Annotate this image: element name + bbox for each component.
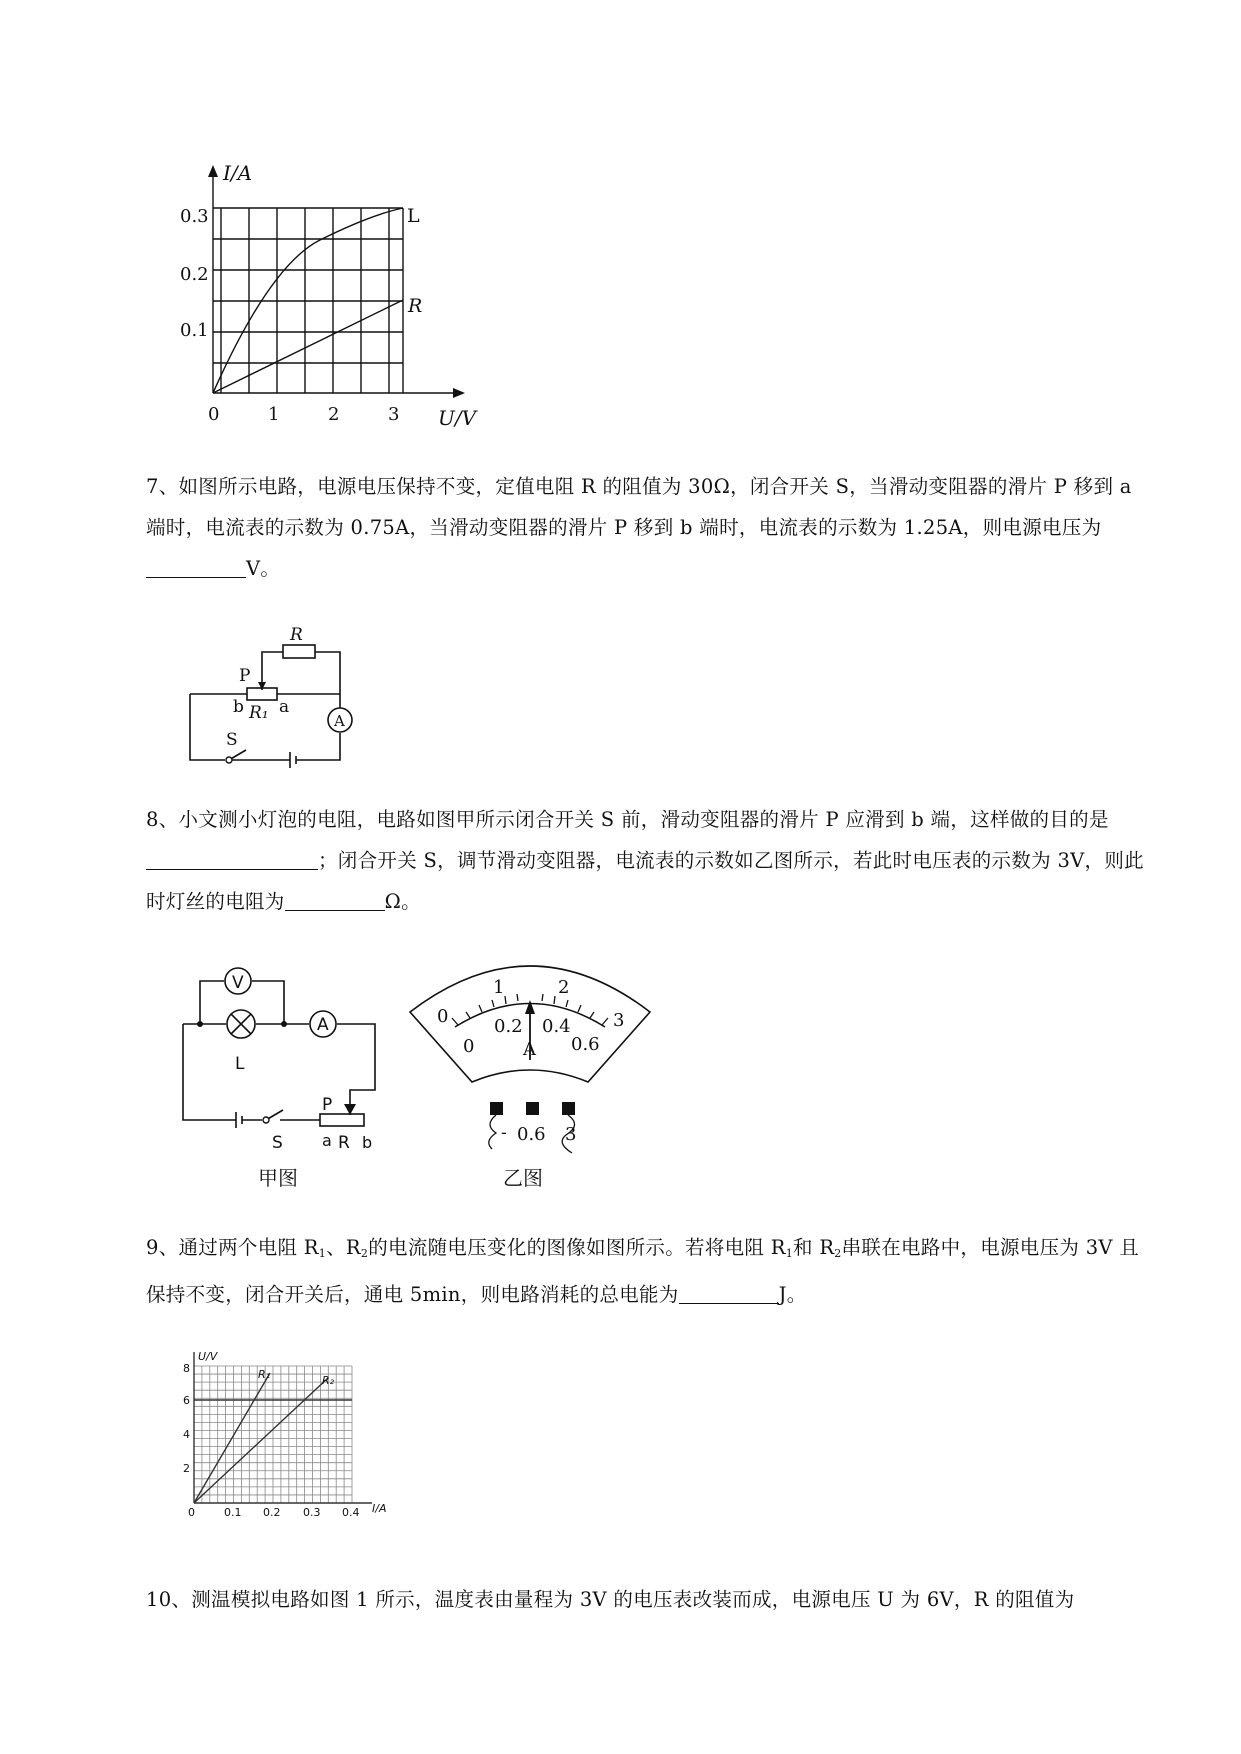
y-axis-label: I/A (223, 161, 253, 185)
dial-lower-1: 0.2 (494, 1016, 523, 1037)
terminal-a: a (322, 1131, 332, 1150)
dial-upper-1: 1 (493, 977, 505, 998)
y-tick: 8 (183, 1362, 190, 1375)
ammeter-label: A (334, 712, 345, 730)
line-label-r2: R₂ (322, 1374, 335, 1387)
dial-unit: A (523, 1039, 536, 1060)
y-tick: 4 (183, 1428, 190, 1441)
y-tick: 2 (183, 1462, 190, 1475)
label-R1: R₁ (249, 703, 269, 723)
curve-label-resistor: R (408, 295, 423, 317)
y-tick: 6 (183, 1394, 190, 1407)
label-b: b (233, 697, 244, 717)
question-9-text-b: 、R (326, 1236, 361, 1259)
question-10 (146, 1579, 1146, 1620)
y-tick: 0.1 (180, 320, 209, 341)
x-tick: 2 (328, 404, 340, 425)
figure-caption-yi: 乙图 (503, 1166, 543, 1190)
x-axis-label: I/A (372, 1502, 387, 1515)
voltmeter-label: V (232, 973, 244, 993)
question-8-text-a: 8、小文测小灯泡的电阻，电路如图甲所示闭合开关 S 前，滑动变阻器的滑片 P 应滑到 b 端，这样做的目的是 (146, 808, 1109, 831)
figure-caption-jia: 甲图 (258, 1166, 298, 1190)
y-tick: 0.3 (180, 206, 209, 227)
label-P: P (239, 666, 251, 686)
x-tick: 3 (388, 404, 400, 425)
x-tick: 0.2 (263, 1506, 281, 1519)
line-label-r1: R₁ (258, 1368, 271, 1381)
dial-lower-0: 0 (463, 1036, 475, 1057)
y-tick: 0.2 (180, 264, 209, 285)
question-8-unit: Ω。 (384, 890, 421, 913)
subscript: 2 (834, 1247, 842, 1260)
x-axis-label: U/V (438, 406, 477, 430)
question-7-unit: V。 (246, 557, 281, 580)
y-axis-label: U/V (198, 1350, 218, 1363)
x-tick: 0 (208, 404, 220, 425)
label-S: S (226, 730, 238, 750)
question-8-text-b: ；闭合开关 S，调节滑动变阻器，电流表的示数如乙图所示，若此时电压表的示数为 3V，则此时灯丝的电阻为 (146, 849, 1144, 913)
terminal-3: 3 (565, 1124, 577, 1145)
subscript: 1 (318, 1247, 327, 1260)
curve-label-lamp: L (407, 205, 420, 227)
label-R: R (290, 625, 303, 645)
x-tick: 0.1 (224, 1506, 242, 1519)
dial-lower-3: 0.6 (571, 1034, 600, 1055)
terminal-0.6: 0.6 (517, 1124, 546, 1145)
x-tick: 0 (188, 1506, 195, 1519)
switch-label: S (272, 1133, 283, 1153)
dial-lower-2: 0.4 (542, 1016, 571, 1037)
question-10-text: 10、测温模拟电路如图 1 所示，温度表由量程为 3V 的电压表改装而成，电源电压 U 为 6V，R 的阻值为 (146, 1588, 1075, 1611)
question-9-unit: J。 (778, 1283, 807, 1306)
question-9-text-d: 和 R (793, 1236, 835, 1259)
terminal-b: b (362, 1133, 373, 1152)
question-9-text-e: 串联在电路中，电源电压为 3V 且保持不变，闭合开关后，通电 5min，则电路消耗的总电能为 (146, 1236, 1140, 1306)
dial-upper-2: 2 (558, 977, 570, 998)
terminal-minus: - (501, 1123, 507, 1143)
x-tick: 0.4 (342, 1506, 360, 1519)
x-tick: 1 (268, 404, 280, 425)
lamp-label: L (235, 1054, 245, 1074)
ammeter-label: A (317, 1015, 329, 1035)
rheostat-label: R (338, 1133, 350, 1153)
question-7-text: 7、如图所示电路，电源电压保持不变，定值电阻 R 的阻值为 30Ω，闭合开关 S，当滑动变阻器的滑片 P 移到 a 端时，电流表的示数为 0.75A，当滑动变阻器的滑片 P 移到 b 端时，电流表的示数为 1.25A，则电源电压为 (146, 475, 1132, 539)
subscript: 1 (785, 1247, 794, 1260)
subscript: 2 (360, 1247, 369, 1260)
slider-label: P (322, 1095, 333, 1115)
dial-upper-0: 0 (437, 1006, 449, 1027)
dial-upper-3: 3 (613, 1010, 625, 1031)
label-a: a (279, 697, 290, 717)
x-tick: 0.3 (303, 1506, 321, 1519)
question-9-text-c: 的电流随电压变化的图像如图所示。若将电阻 R (368, 1236, 786, 1259)
question-9-text-a: 9、通过两个电阻 R (146, 1236, 319, 1259)
